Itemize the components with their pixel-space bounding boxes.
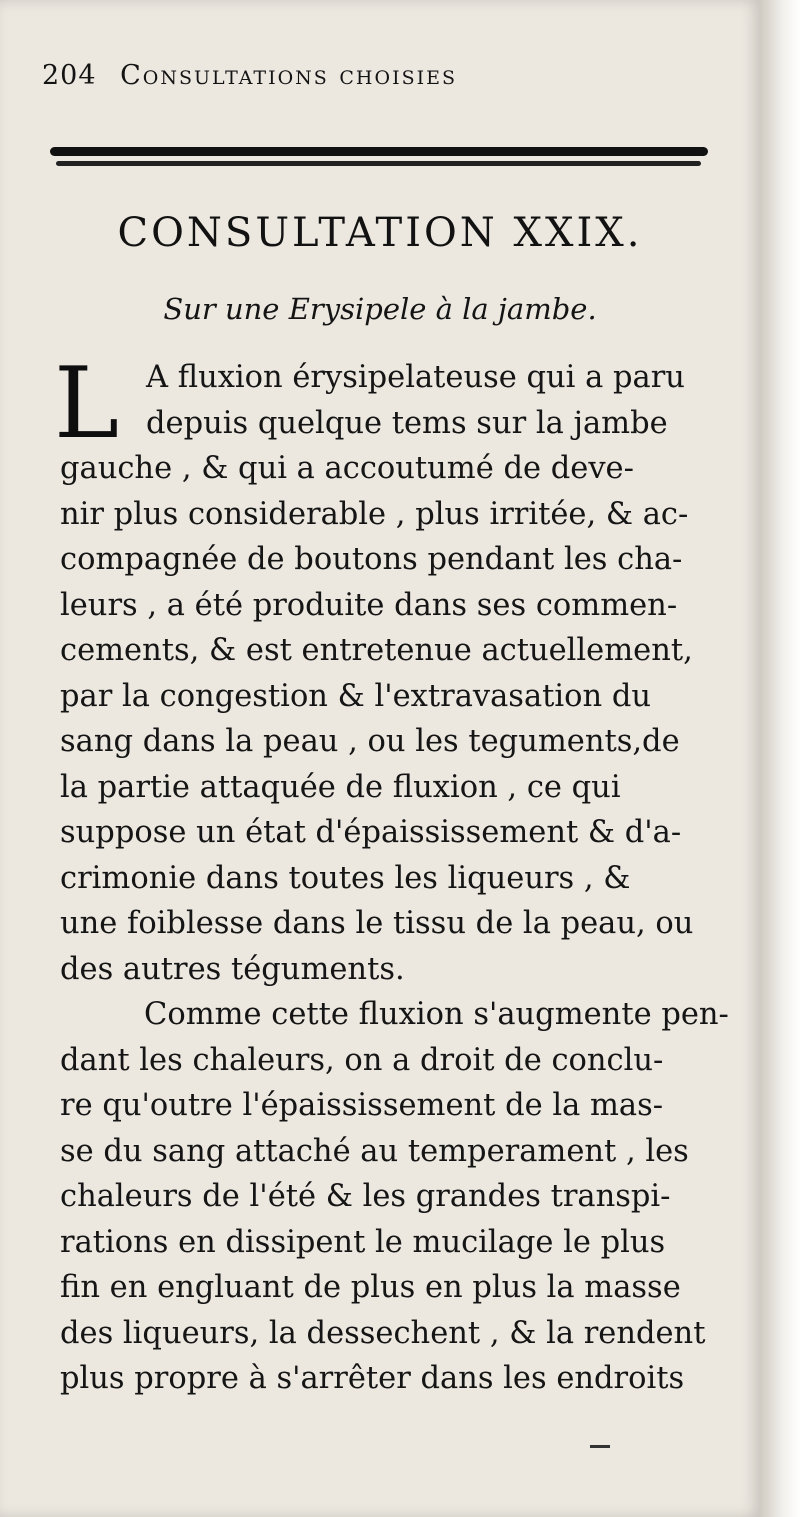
- text-line: rations en dissipent le mucilage le plus: [60, 1224, 666, 1260]
- body-text: [54, 347, 740, 1402]
- text-line: cements, & est entretenue actuellement,: [60, 633, 693, 668]
- page-number: 204: [42, 60, 97, 91]
- text-line: par la congestion & l'extravasation du: [60, 678, 652, 714]
- text-line: plus propre à s'arrêter dans les endroits: [60, 1361, 685, 1396]
- text-line: compagnée de boutons pendant les cha-: [60, 542, 683, 577]
- text-line: leurs , a été produite dans ses commen-: [60, 587, 678, 623]
- text-line: sang dans la peau , ou les teguments,de: [60, 724, 680, 759]
- text-line: gauche , & qui a accoutumé de deve-: [60, 451, 634, 486]
- text-line: nir plus considerable , plus irritée, & ac-: [60, 496, 689, 532]
- text-line: des liqueurs, la dessechent , & la rendent: [60, 1315, 706, 1351]
- text-line: des autres téguments.: [60, 951, 405, 987]
- text-line: suppose un état d'épaississement & d'a-: [60, 815, 682, 850]
- paragraph-1: [60, 355, 740, 992]
- text-line: A fluxion érysipelateuse qui a paru: [146, 360, 685, 395]
- text-line: se du sang attaché au temperament , les: [60, 1133, 689, 1169]
- text-line: Comme cette fluxion s'augmente pen-: [144, 997, 729, 1032]
- running-title: Consultations choisies: [120, 60, 457, 91]
- rule-thick-line: [50, 147, 708, 156]
- text-line: depuis quelque tems sur la jambe: [146, 405, 668, 441]
- running-head: [42, 60, 682, 91]
- ink-mark: [590, 1445, 610, 1448]
- consultation-subheading: Sur une Erysipele à la jambe.: [163, 292, 597, 326]
- text-line: re qu'outre l'épaississement de la mas-: [60, 1088, 664, 1123]
- text-line: dant les chaleurs, on a droit de conclu-: [60, 1042, 664, 1078]
- paragraph-2: [60, 992, 740, 1402]
- text-line: une foiblesse dans le tissu de la peau, ou: [60, 906, 694, 941]
- text-line: crimonie dans toutes les liqueurs , &: [60, 860, 631, 896]
- text-line: fin en engluant de plus en plus la masse: [60, 1270, 681, 1305]
- rule-thin-line: [56, 161, 701, 166]
- text-line: chaleurs de l'été & les grandes transpi-: [60, 1179, 671, 1214]
- page-edge: [760, 0, 800, 1517]
- header-rule: [50, 147, 708, 169]
- drop-cap: L: [54, 347, 120, 461]
- text-line: la partie attaquée de fluxion , ce qui: [60, 769, 621, 805]
- consultation-heading: CONSULTATION XXIX.: [117, 210, 643, 256]
